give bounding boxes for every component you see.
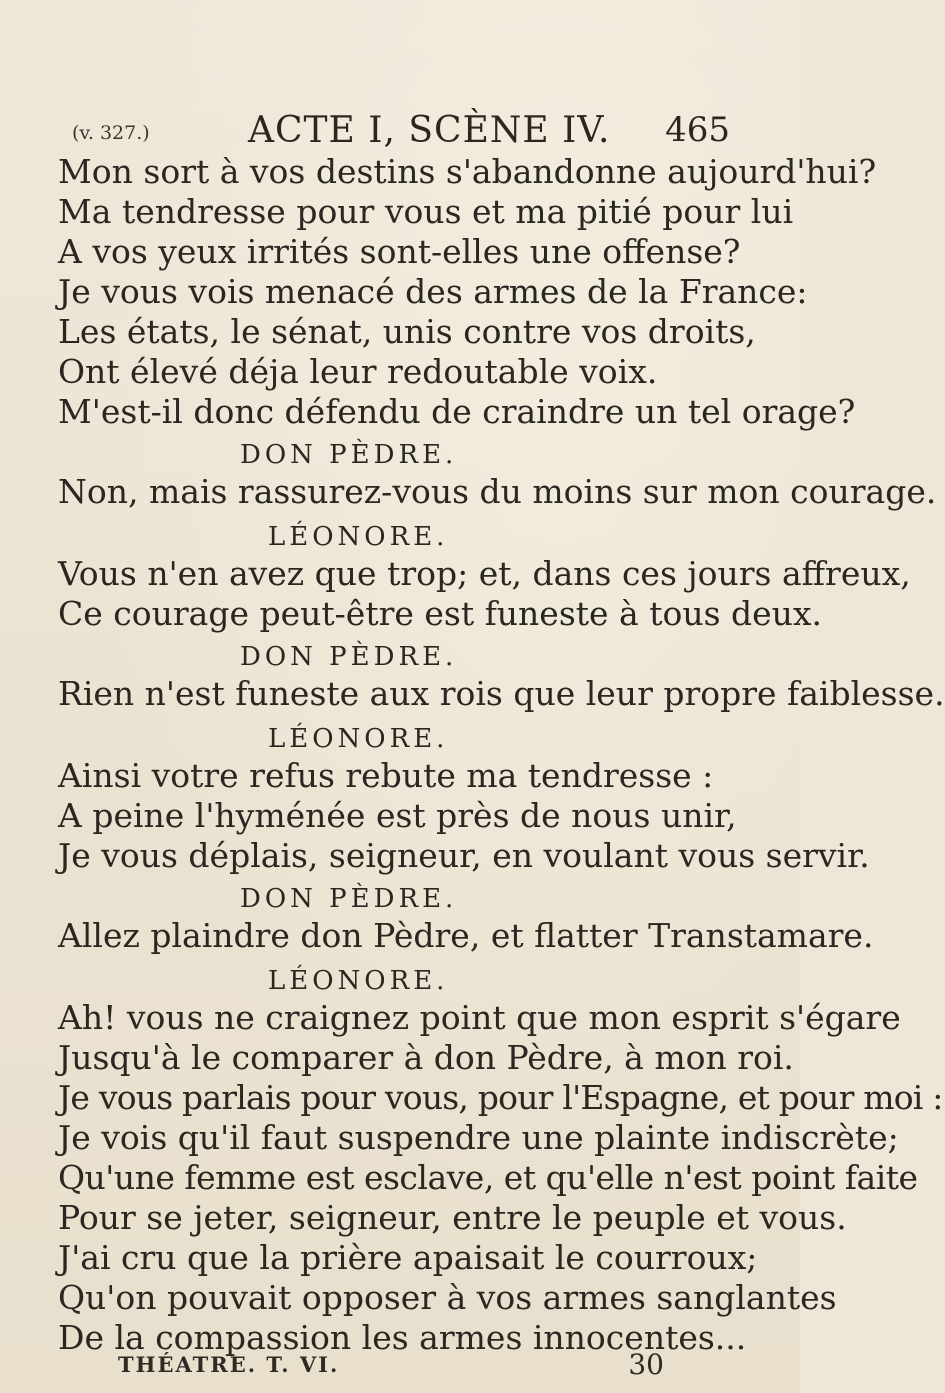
verse-line: Vous n'en avez que trop; et, dans ces jours affreux, [58,554,911,593]
verse-line: Jusqu'à le comparer à don Pèdre, à mon roi. [58,1038,794,1077]
verse-line: J'ai cru que la prière apaisait le courroux; [58,1238,758,1277]
speaker-name: DON PÈDRE. [240,440,458,470]
speaker-name: LÉONORE. [268,522,449,552]
speaker-name: LÉONORE. [268,966,449,996]
running-header [72,108,732,151]
speaker-name: LÉONORE. [268,724,449,754]
verse-reference: (v. 327.) [72,122,150,144]
verse-line: Qu'on pouvait opposer à vos armes sanglantes [58,1278,837,1317]
verse-line: Non, mais rassurez-vous du moins sur mon courage. [58,472,937,511]
page-number: 465 [665,110,730,150]
verse-line: Mon sort à vos destins s'abandonne aujourd'hui? [58,152,877,191]
verse-line: Je vous déplais, seigneur, en voulant vous servir. [58,836,870,875]
verse-line: M'est-il donc défendu de craindre un tel orage? [58,392,856,431]
signature-label: THÉATRE. T. VI. [118,1352,340,1377]
speaker-name: DON PÈDRE. [240,884,458,914]
verse-line: Les états, le sénat, unis contre vos droits, [58,312,756,351]
verse-line: Je vous parlais pour vous, pour l'Espagne, et pour moi : [58,1078,943,1117]
verse-line: Qu'une femme est esclave, et qu'elle n'est point faite [58,1158,918,1197]
verse-line: Ce courage peut-être est funeste à tous deux. [58,594,823,633]
verse-line: Ont élevé déja leur redoutable voix. [58,352,658,391]
verse-line: Je vous vois menacé des armes de la France: [58,272,808,311]
speaker-name: DON PÈDRE. [240,642,458,672]
verse-line: Pour se jeter, seigneur, entre le peuple et vous. [58,1198,847,1237]
verse-line: Ma tendresse pour vous et ma pitié pour lui [58,192,794,231]
verse-line: A peine l'hyménée est près de nous unir, [58,796,737,835]
verse-line: Rien n'est funeste aux rois que leur propre faiblesse. [58,674,945,713]
verse-line: De la compassion les armes innocentes... [58,1318,747,1357]
signature-number: 30 [628,1348,664,1381]
signature-line [118,1348,678,1382]
verse-line: Je vois qu'il faut suspendre une plainte indiscrète; [58,1118,899,1157]
verse-line: Ainsi votre refus rebute ma tendresse : [58,756,714,795]
act-scene-title: ACTE I, SCÈNE IV. [248,110,611,151]
verse-line: A vos yeux irrités sont-elles une offense? [58,232,741,271]
verse-line: Ah! vous ne craignez point que mon esprit s'égare [58,998,901,1037]
verse-line: Allez plaindre don Pèdre, et flatter Transtamare. [58,916,874,955]
